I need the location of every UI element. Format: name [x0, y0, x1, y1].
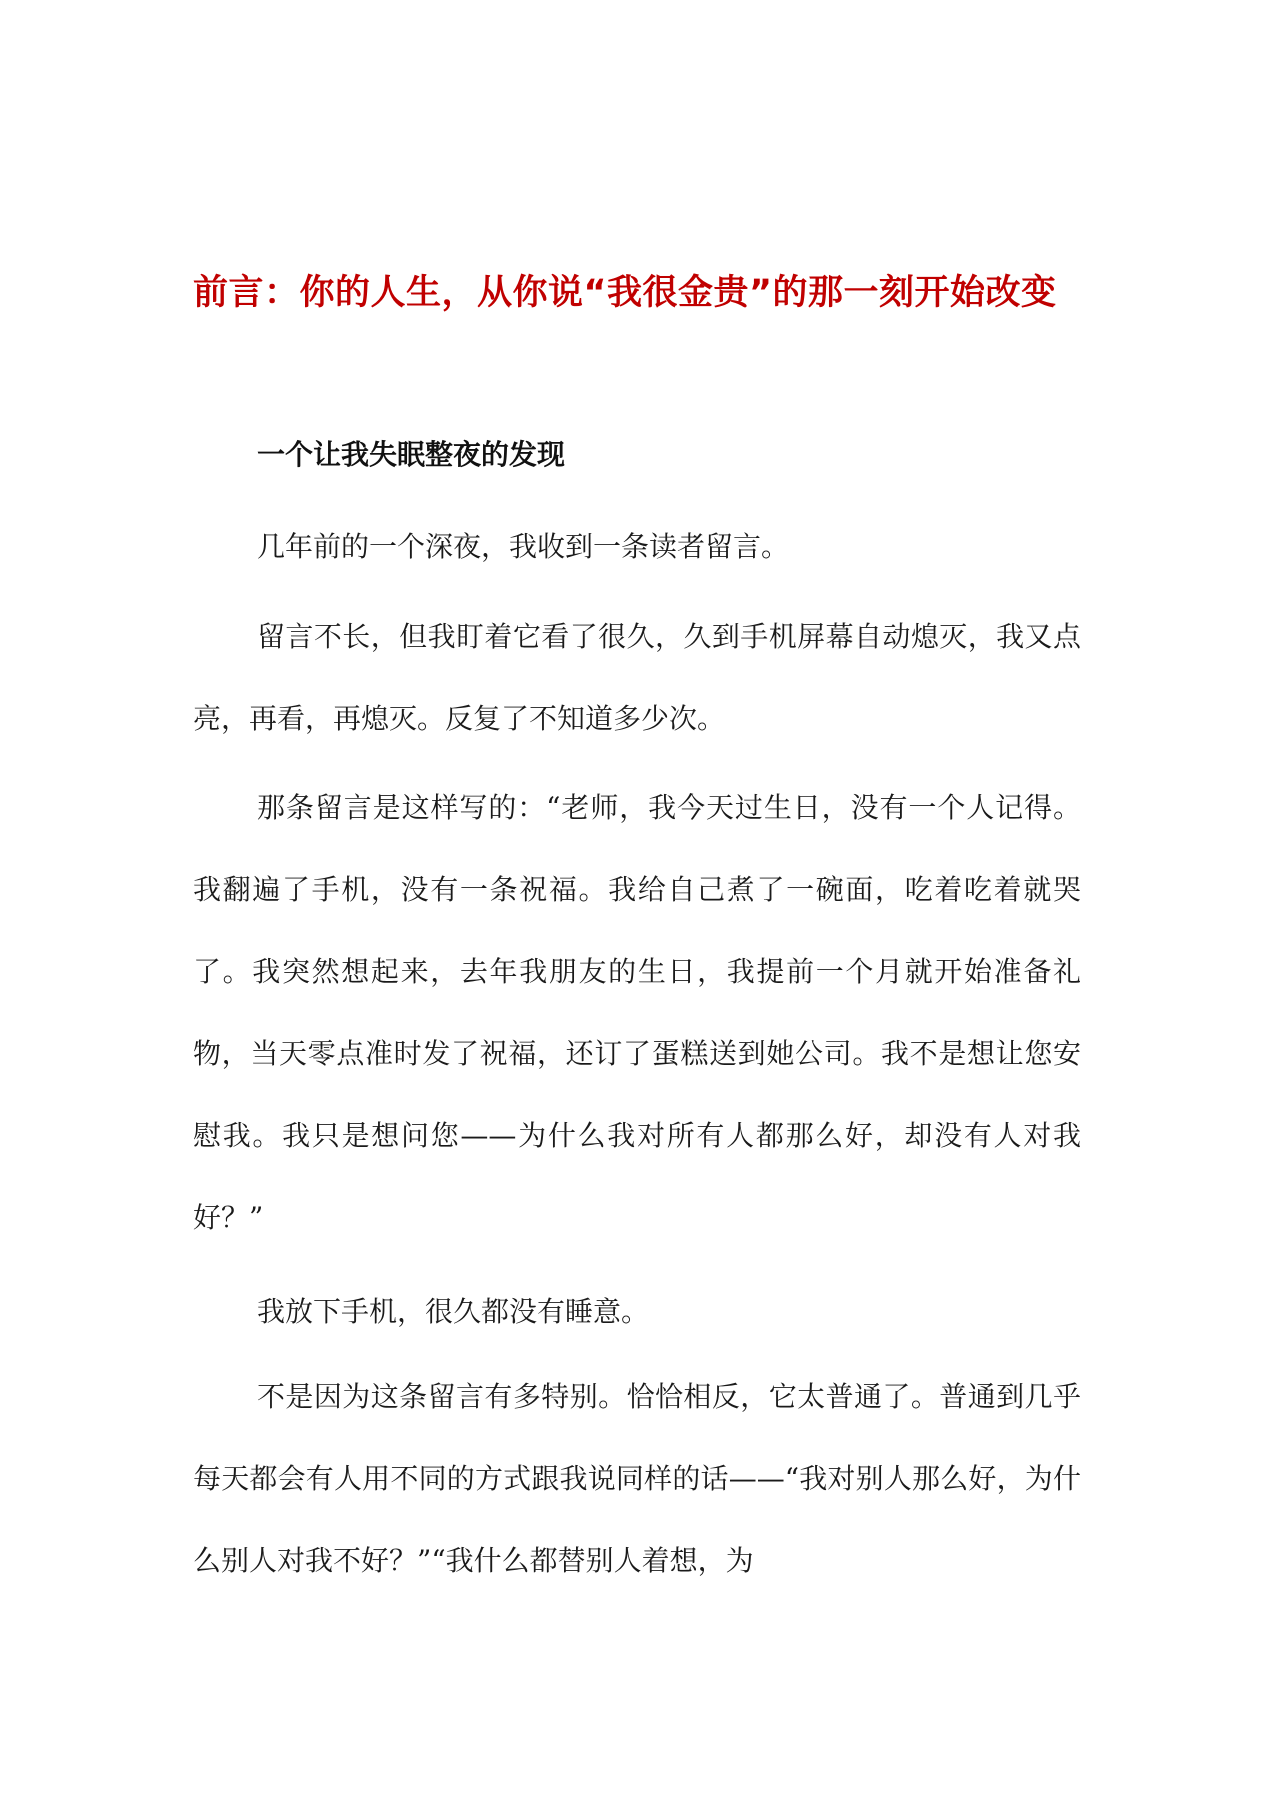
section-heading: 一个让我失眠整夜的发现	[257, 438, 566, 471]
chapter-title: 前言：你的人生，从你说“我很金贵”的那一刻开始改变	[193, 273, 1057, 313]
body-paragraph: 几年前的一个深夜，我收到一条读者留言。	[257, 530, 790, 563]
body-paragraph: 不是因为这条留言有多特别。恰恰相反，它太普通了。普通到几乎每天都会有人用不同的方式跟我说同样的话——“我对别人那么好，为什么别人对我不好？”“我什么都替别人着想，为	[193, 1380, 1081, 1577]
body-paragraph: 我放下手机，很久都没有睡意。	[257, 1295, 650, 1328]
body-paragraph: 那条留言是这样写的：“老师，我今天过生日，没有一个人记得。我翻遍了手机，没有一条祝福。我给自己煮了一碗面，吃着吃着就哭了。我突然想起来，去年我朋友的生日，我提前一个月就开始准备礼物，当天零点准时发了祝福，还订了蛋糕送到她公司。我不是想让您安慰我。我只是想问您——为什么我对所有人都那么好，却没有人对我好？”	[193, 791, 1081, 1234]
body-paragraph: 留言不长，但我盯着它看了很久，久到手机屏幕自动熄灭，我又点亮，再看，再熄灭。反复了不知道多少次。	[193, 620, 1081, 735]
